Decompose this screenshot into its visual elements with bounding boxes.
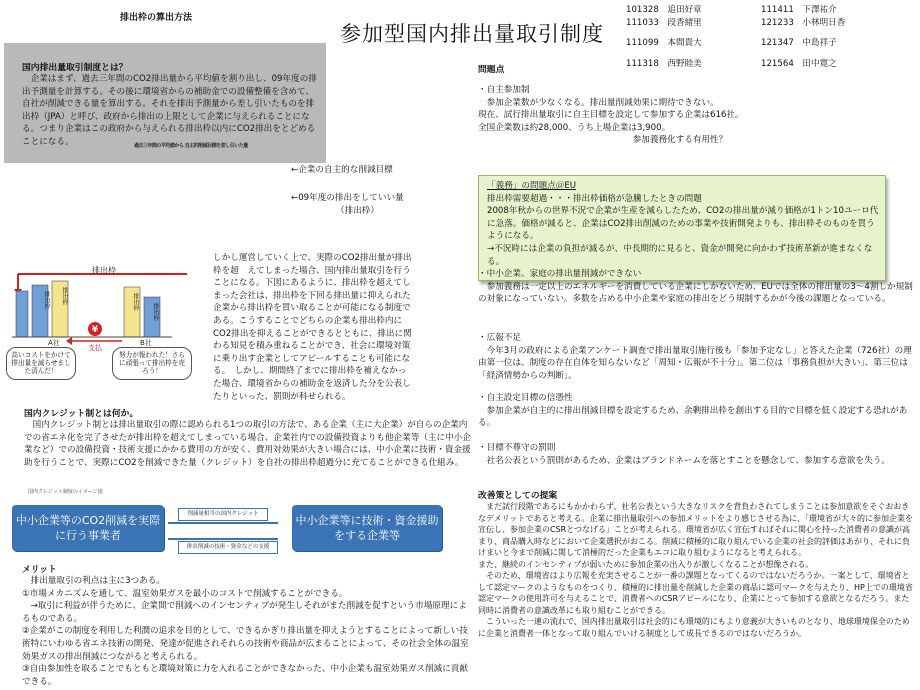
cap-arrow-label-sub: （排出枠）	[336, 206, 379, 216]
merit-line: 排出量取引の利点は主に3つある。	[22, 576, 165, 586]
diagram-arrow-right	[168, 538, 278, 540]
eu-problem-box	[478, 175, 886, 281]
merit-section	[22, 562, 474, 688]
definition-title: 国内排出量取引制度とは？	[22, 63, 128, 73]
problem-3	[478, 332, 916, 382]
improvement-p1: まだ試行段階であるにもかかわらず、社名公表という大きなリスクを背負わされてしまうことは参加意欲をそぐおおきなデメリットであると考える。企業に排出量取引への参加メリットをより感じさせる為に、「環境省が大々的に参加企業を宣伝し、参加企業のCSRとつなげる」ことが考えられる。環境省が広く宣伝すればそれに関心を持った消費者の意識が高まり、商品購入時などにおいて企業選択がおこる。削減に積極的に取り組んでいる企業の社会的評価はあがり、それに負けまいと今まで削減に関して消極的だった企業もエコに取り組むようになると考えられる。	[478, 502, 914, 557]
problem-4-title: ・自主設定目標の信憑性	[478, 393, 573, 403]
credit-section	[24, 406, 474, 469]
problem-1-line: 現在、試行排出量取引に自主目標を設定して参加する企業は616社。	[478, 110, 744, 121]
definition-box	[4, 43, 326, 163]
member-row: 111033 段香緒里 121233 小林明日香	[626, 17, 846, 28]
diagram-left-box: 中小企業等のCO2削減を実際に行う事業者	[12, 505, 164, 551]
problem-3-body: 今年3月の政府による企業アンケート調査で排出量取引施行後も「参加予定なし」と答えた企業（726社）の理由第一位は、制度の存在自体を知らないなど「周知・広報が不十分」。第二位は「事務負担が大きい」、第三位は「経済情勢からの判断」。	[478, 345, 912, 381]
improvement-p3: そのため、環境省はより広報を充実させることが一番の課題となってくるのではないだろうか。一案として、環境省として認定マークのようなものをつくり、積極的に排出量を削減した企業の商品に認可マークを与えたり、HP上での環境省認定マークの使用許可を与えることで、消費者へのCSRアピールになり、企業にとって参加する意欲となるだろう。また同時に消費者の意識改革にも取り組むことができる。	[478, 571, 913, 615]
credit-body: 国内クレジット制とは排出量取引の際に認められる1つの取引の方法で、ある企業（主に大企業）が自らの企業内での省エネ化を完了させたが排出枠を超えてしまっている場合、企業社内での設備投資よりも他企業等（主に中小企業など）での設備投資・技術支援にかかる費用の方が安く、費用対効果が大きい場合には、中小企業に技術・資金援助を行うことで、実際にCO2を削減できた量（クレジット）を自社の排出枠超過分に充てることができる仕組み。	[24, 420, 471, 468]
a-label: A社	[48, 339, 60, 347]
problem-2-body: 参加義務は一定以上のエネルギーを消費している企業にしかないため、EUでは全体の排出量の3～4割しか規制の対象になっていない。多数を占める中小企業や家庭の排出をどう規制するかが今後の課題となっている。	[478, 281, 913, 305]
cap-label: 排出枠	[92, 266, 116, 275]
definition-body: 企業はまず、過去三年間のCO2排出量から平均値を割り出し、09年度の排出予測量を計算する。その後に環境省からの補助金での設備整備を含めて、自社が削減できる量を算出する。それを排出予測量から差し引いたものを排出枠（JPA）と呼び、政府から排出の上限として企業に与えられることになる。つまり企業はこの政府から与えられる排出枠以内にCO2排出をとどめることになる。	[22, 74, 317, 147]
problem-1	[478, 84, 916, 147]
diagram-mid-bottom: 排出削減の技術・資金などの支援	[178, 541, 278, 554]
merit-line: ①市場メカニズムを通して、温室効果ガスを最小のコストで削減することができる。	[22, 588, 348, 599]
b-label: B社	[140, 339, 152, 347]
a-cap-label: 排出枠	[61, 287, 68, 305]
problems-section	[478, 62, 916, 75]
merit-line: ②企業がこの制度を利用した利潤の追求を目的として、できるかぎり排出量を抑えようとすることによって新しい技術特にいわゆる省エネ技術の開発、発達が促進されそれらの技術や商品が広まることによって、その社会全体の温室効果ガスの排出削減につながると考えられる。	[22, 626, 469, 662]
chart-explanation: しかし運営していく上で、実際のCO2排出量が排出枠を超 えてしまった場合、国内排出量取引を行うことになる。下図にあるように、排出枠を超えてしまった会社は、排出枠を下回る排出量に抑えられた企業から排出枠を買い取ることが可能になる制度である。こうすることでどちらの企業も排出枠内にCO2排出を抑えることができるとともに、排出に関わる知見を積み重ねることができ、社会に環境対策に乗り出す企業としてアピールすることも可能になる。 しかし、期間終了までに排出枠を補えなかった場合、環境省からの補助金を返済した分を公表したりといった、罰則が科せられる。	[213, 253, 412, 402]
eu-problem-line: 2008年秋からの世界不況で企業が生産を減らしたため、CO2の排出量が減り価格が1トン10ユーロ代に急落。価格が減ると、企業はCO2排出削減のための事業や技術開発よりも、排出枠そのものを買うようになる。	[487, 206, 879, 242]
problem-2-title: ・中小企業、家庭の排出量削減ができない	[478, 269, 642, 279]
diagram-right-box: 中小企業等に技術・資金援助をする企業等	[292, 505, 442, 551]
problem-1-line: 参加義務化する有用性？	[478, 135, 728, 146]
formula-note: 過去三年間の平均値から 自主的削減目標を差し引いた量	[134, 143, 248, 149]
cap-arrow-label: ←09年度の排出をしていい量	[291, 193, 404, 203]
page-title: 参加型国内排出量取引制度	[340, 22, 604, 46]
problem-5	[478, 442, 916, 467]
problem-1-line: 全国企業数は約28,000、うち上場企業は3,900。	[478, 122, 671, 133]
problem-4	[478, 392, 916, 430]
problem-5-title: ・目標不尊守の罰則	[478, 443, 556, 453]
member-row: 101328 追田好章 111411 下澤祐介	[626, 5, 837, 15]
target-arrow-label: ←企業の自主的な削減目標	[291, 165, 393, 175]
pay-label: 支払	[88, 344, 102, 352]
diagram-arrow-left	[168, 522, 278, 524]
problem-2	[478, 268, 916, 306]
credit-title: 国内クレジット制とは何か。	[24, 409, 139, 419]
diagram-caption: 国内クレジット制度のイメージ図	[28, 489, 103, 495]
diagram-mid-top: 削減量相当の国内クレジット	[178, 508, 268, 521]
header-note: 排出枠の算出方法	[120, 13, 193, 23]
improvement-title: 改善策としての提案	[478, 491, 558, 501]
problems-title: 問題点	[478, 65, 505, 75]
problem-5-body: 社名公表という罰則があるため、企業はブランドネームを落とすことを懸念して、参加する意欲を失う。	[478, 455, 890, 466]
merit-line: ③自由参加性を取ることでもともと環境対策に力を入れることができなかった、中小企業も温室効果ガス削減に貢献できる。	[22, 664, 468, 687]
speech-bubble-b: 努力が報われた！さらに頑張って排出枠を売ろう！	[112, 347, 192, 380]
improvement-section	[478, 488, 916, 639]
pay-arrow-head	[66, 337, 72, 345]
eu-problem-line: 排出枠需要超過・・・排出枠価格が急騰したときの問題	[487, 193, 702, 204]
problem-1-line: 参加企業数が少なくなる。排出量削減効果に期待できない。	[478, 97, 719, 108]
improvement-p2: また、継続のインセンティブが弱いために参加企業の出入りが激しくなることが想像される。	[478, 559, 814, 569]
b-cap-label: 排出枠	[132, 293, 139, 311]
eu-problem-title: 「義務」の問題点＠EU	[487, 181, 577, 191]
trading-chart	[12, 261, 212, 381]
improvement-p4: こういった一連の流れで、国内排出量取引は社会的にも環境的にもより意義が大きいものとなり、地球環境保全のために企業と消費者一体となって取り組んでいける制度として成長できるのではないだろうか。	[478, 617, 910, 638]
a-bar-label: 排出枠	[43, 291, 50, 309]
merit-line: →取引に利益が伴うために、企業間で削減へのインセンティブが発生しそれがまた削減を促すという市場原理によるものである。	[22, 601, 467, 624]
problem-4-body: 参加企業が自主的に排出削減目標を設定するため、余剰排出枠を創出する目的で目標を低く設定する恐れがある。	[478, 405, 908, 429]
a-bar-past	[16, 291, 28, 337]
problem-3-title: ・広報不足	[478, 333, 521, 343]
member-row: 111318 西野睦美 121564 田中寛之	[626, 58, 837, 69]
speech-bubble-a: 高いコストをかけて排出量を減らせました済んだ！	[6, 347, 76, 380]
yen-symbol: ¥	[91, 325, 99, 335]
problem-1-title: ・自主参加制	[478, 85, 530, 95]
member-row: 111099 本間貴大 121347 中島祥子	[626, 38, 837, 48]
b-bar-label: 排出枠	[152, 303, 159, 321]
member-list	[626, 4, 916, 70]
merit-title: メリット	[22, 565, 57, 575]
eu-problem-line: →不況時には企業の負担が減るが、中長期的に見ると、資金が開発に向かわず技術革新が進まなくなる。	[487, 243, 873, 267]
